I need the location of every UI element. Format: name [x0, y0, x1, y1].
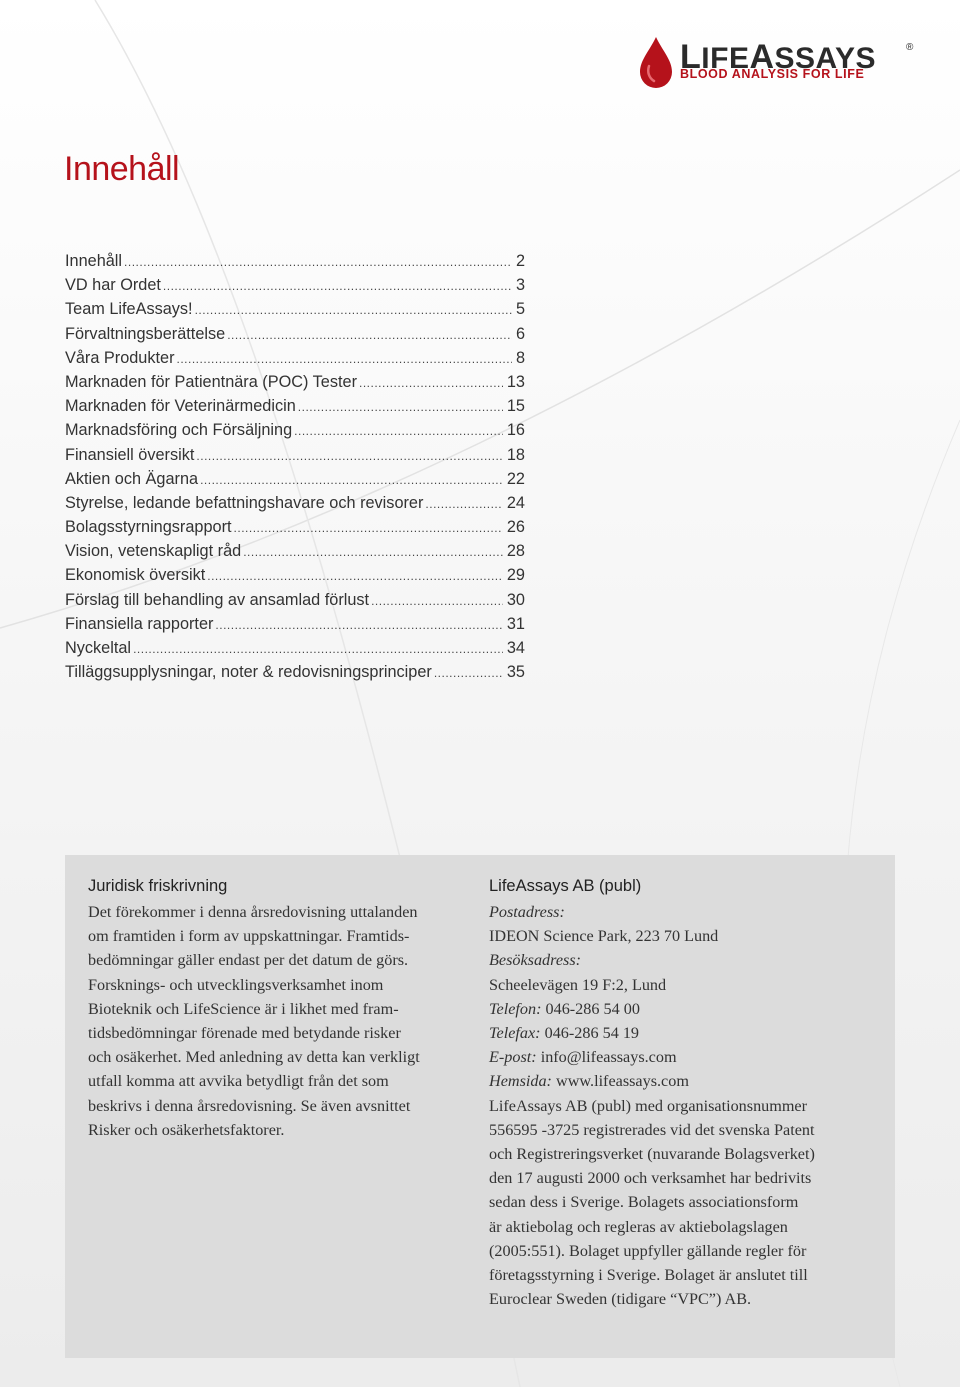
disclaimer-heading: Juridisk friskrivning: [88, 877, 228, 895]
toc-leader-dots: [177, 352, 512, 366]
toc-leader-dots: [359, 376, 503, 390]
toc-leader-dots: [243, 545, 503, 559]
logo-tagline: BLOOD ANALYSIS FOR LIFE: [680, 67, 865, 81]
email-label: E-post:: [489, 1048, 537, 1067]
toc-leader-dots: [200, 473, 503, 487]
company-heading: LifeAssays AB (publ): [489, 877, 642, 895]
toc-leader-dots: [124, 255, 512, 269]
toc-entry-title: Vision, vetenskapligt råd: [65, 542, 242, 561]
phone-label: Telefon:: [489, 999, 542, 1018]
toc-entry-title: Förslag till behandling av ansamlad förlust: [65, 590, 370, 609]
info-box: [65, 855, 895, 1358]
phone-row: [489, 997, 879, 1021]
toc-entry-title: Våra Produkter: [65, 348, 175, 367]
toc-entry-title: Ekonomisk översikt: [65, 566, 206, 585]
toc-entry: [65, 639, 525, 663]
toc-leader-dots: [215, 618, 502, 632]
toc-entry-page: 6: [515, 324, 525, 343]
email-value: info@lifeassays.com: [540, 1048, 677, 1067]
toc-entry-page: 28: [506, 542, 525, 561]
toc-leader-dots: [227, 328, 512, 342]
toc-entry-page: 13: [506, 372, 525, 391]
toc-entry: [65, 252, 525, 276]
toc-leader-dots: [371, 594, 503, 608]
visit-value: Scheelevägen 19 F:2, Lund: [489, 975, 667, 994]
toc-leader-dots: [196, 449, 502, 463]
toc-entry-title: Bolagsstyrningsrapport: [65, 518, 232, 537]
toc-entry-title: Marknadsföring och Försäljning: [65, 421, 293, 440]
toc-entry-page: 3: [515, 276, 525, 295]
toc-leader-dots: [434, 666, 503, 680]
toc-entry-page: 31: [506, 614, 525, 633]
toc-entry-page: 34: [506, 639, 525, 657]
postal-label: Postadress:: [489, 903, 565, 921]
toc-entry-title: Tilläggsupplysningar, noter & redovisningsprinciper: [65, 663, 432, 682]
toc-leader-dots: [425, 497, 502, 511]
toc-entry-title: Nyckeltal: [65, 639, 132, 657]
toc-entry-page: 29: [506, 566, 525, 585]
toc-entry: [65, 349, 525, 373]
web-label: Hemsida:: [489, 1072, 552, 1091]
toc-entry-page: 2: [515, 252, 525, 270]
toc-entry-page: 5: [515, 300, 525, 319]
fax-value: 046-286 54 19: [544, 1024, 640, 1043]
company-column: [489, 877, 879, 1311]
web-row: [489, 1069, 879, 1093]
toc-entry-page: 22: [506, 469, 525, 488]
toc-entry-title: Marknaden för Veterinärmedicin: [65, 397, 296, 416]
toc-leader-dots: [207, 569, 503, 583]
toc-entry: [65, 470, 525, 494]
toc-entry: [65, 518, 525, 542]
toc-entry-page: 30: [506, 590, 525, 609]
toc-entry: [65, 373, 525, 397]
blood-drop-icon: [638, 36, 674, 90]
toc-entry-title: Finansiella rapporter: [65, 614, 214, 633]
toc-entry-page: 15: [506, 397, 525, 416]
toc-entry: [65, 446, 525, 470]
page-title: Innehåll: [64, 150, 180, 188]
visit-label: Besöksadress:: [489, 951, 582, 970]
toc-entry-title: VD har Ordet: [65, 276, 161, 295]
toc-entry-title: Finansiell översikt: [65, 445, 195, 464]
toc-entry-page: 26: [506, 518, 525, 537]
phone-value: 046-286 54 00: [545, 999, 640, 1018]
postal-value: IDEON Science Park, 223 70 Lund: [489, 927, 719, 946]
toc-entry: [65, 542, 525, 566]
email-row: [489, 1045, 879, 1069]
toc-entry-title: Marknaden för Patientnära (POC) Tester: [65, 372, 357, 391]
toc-entry: [65, 591, 525, 615]
toc-leader-dots: [294, 424, 503, 438]
registered-mark: ®: [906, 42, 914, 53]
company-about: LifeAssays AB (publ) med organisationsnummer 556595 -3725 registrerades vid det svenska Patent och Registreringsverket (nuvarande Bolagsverket) den 17 augusti 2000 och verksamhet har bedrivits sedan dess i Sverige. Bolagets associationsform är aktiebolag och regleras av aktiebolagslagen (2005:551). Bolaget uppfyller gällande regler för företagsstyrning i Sverige. Bolaget är anslutet till Euroclear Sweden (tidigare “VPC”) AB.: [489, 1096, 815, 1309]
toc-entry: [65, 494, 525, 518]
toc-entry-page: 35: [506, 663, 525, 682]
lifeassays-logo: [638, 36, 928, 92]
toc-entry-title: Styrelse, ledande befattningshavare och revisorer: [65, 493, 424, 512]
toc-entry: [65, 276, 525, 300]
toc-leader-dots: [234, 521, 503, 535]
toc-entry-page: 24: [506, 493, 525, 512]
toc-entry-page: 8: [515, 348, 525, 367]
table-of-contents: [65, 252, 525, 687]
toc-entry-title: Förvaltningsberättelse: [65, 324, 226, 343]
toc-entry-page: 18: [506, 445, 525, 464]
disclaimer-column: [88, 877, 468, 1142]
toc-entry: [65, 663, 525, 687]
toc-entry: [65, 397, 525, 421]
toc-entry: [65, 566, 525, 590]
logo-wordmark: LIFEASSAYS: [680, 38, 876, 76]
toc-entry-title: Team LifeAssays!: [65, 300, 193, 319]
toc-leader-dots: [195, 303, 512, 317]
toc-entry: [65, 325, 525, 349]
toc-entry: [65, 300, 525, 324]
fax-label: Telefax:: [489, 1024, 541, 1043]
toc-leader-dots: [163, 279, 512, 293]
toc-entry: [65, 615, 525, 639]
web-value: www.lifeassays.com: [556, 1072, 689, 1091]
toc-entry-title: Aktien och Ägarna: [65, 469, 199, 488]
toc-entry: [65, 421, 525, 445]
disclaimer-text: Det förekommer i denna årsredovisning uttalanden om framtiden i form av uppskattningar. Framtids- bedömningar gäller endast per det datum de görs. Forsknings- och utvecklingsverksamhet inom Bioteknik och LifeScience är i likhet med fram- tidsbedömningar förenade med betydande risker och osäkerhet. Med anledning av detta kan verkligt utfall komma att avvika betydligt från det som beskrivs i denna årsredovisning. Se även avsnittet Risker och osäkerhetsfaktorer.: [88, 903, 420, 1139]
toc-leader-dots: [298, 400, 503, 414]
toc-entry-page: 16: [506, 421, 525, 440]
fax-row: [489, 1021, 879, 1045]
toc-entry-title: Innehåll: [65, 252, 123, 270]
toc-leader-dots: [133, 642, 503, 656]
